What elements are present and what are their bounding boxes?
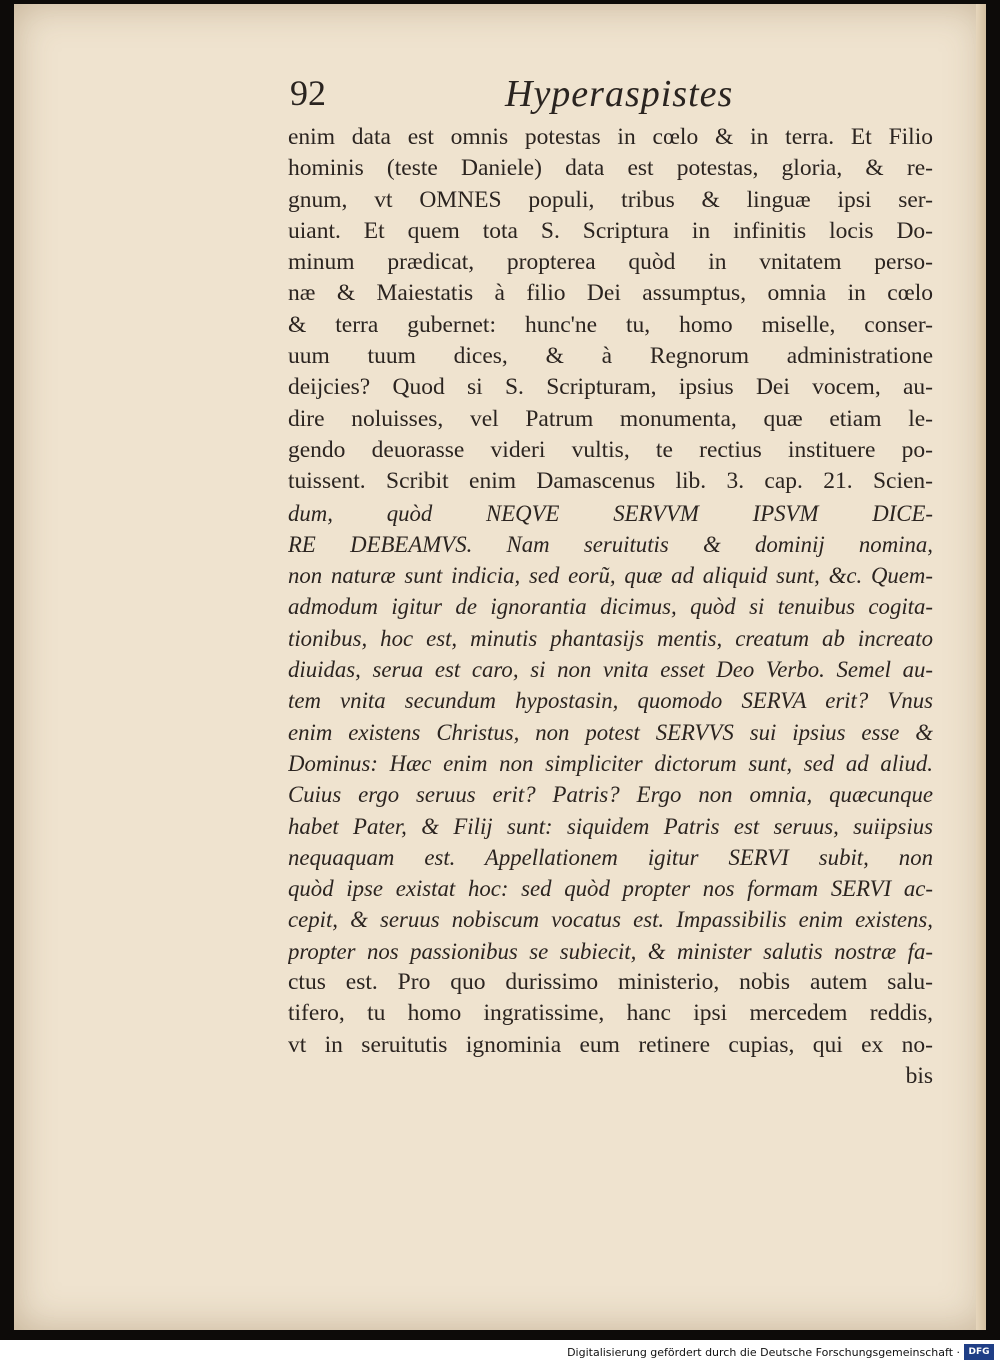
text-line: quòd ipse existat hoc: sed quòd propter nos formam SERVI ac-	[288, 876, 933, 902]
catchword: bis	[905, 1062, 933, 1089]
text-line: gnum, vt OMNES populi, tribus & linguæ ipsi ser-	[288, 186, 933, 213]
text-line: tuissent. Scribit enim Damascenus lib. 3. cap. 21. Scien-	[288, 468, 933, 495]
body-text	[288, 122, 933, 1092]
text-line: tifero, tu homo ingratissime, hanc ipsi mercedem reddis,	[288, 1000, 933, 1027]
text-line: enim data est omnis potestas in cœlo & in terra. Et Filio	[288, 124, 933, 150]
page-edge	[976, 4, 986, 1330]
text-line: enim existens Christus, non potest SERVVS sui ipsius esse &	[288, 719, 933, 745]
text-line: dire noluisses, vel Patrum monumenta, quæ etiam le-	[288, 405, 933, 432]
text-line: dum, quòd NEQVE SERVVM IPSVM DICE-	[288, 500, 933, 526]
text-line: minum prædicat, propterea quòd in vnitatem perso-	[288, 249, 933, 276]
text-line: uiant. Et quem tota S. Scriptura in infinitis locis Do-	[288, 217, 933, 244]
text-line: næ & Maiestatis à filio Dei assumptus, omnia in cœlo	[288, 280, 933, 307]
text-line: vt in seruitutis ignominia eum retinere cupias, qui ex no-	[288, 1031, 933, 1058]
text-line: propter nos passionibus se subiecit, & minister salutis nostræ fa-	[288, 938, 933, 964]
text-line: gendo deuorasse videri vultis, te rectius instituere po-	[288, 436, 933, 463]
text-line: tem vnita secundum hypostasin, quomodo SERVA erit? Vnus	[288, 688, 933, 714]
text-line: Dominus: Hæc enim non simpliciter dictorum sunt, sed ad aliud.	[288, 750, 933, 776]
text-line: non naturæ sunt indicia, sed eorũ, quæ ad aliquid sunt, &c. Quem-	[288, 563, 933, 589]
text-line: diuidas, serua est caro, si non vnita esset Deo Verbo. Semel au-	[288, 657, 933, 683]
text-line: habet Pater, & Filij sunt: siquidem Patris est seruus, suiipsius	[288, 813, 933, 839]
dfg-logo-icon: DFG	[964, 1344, 994, 1360]
text-line: tionibus, hoc est, minutis phantasijs mentis, creatum ab increato	[288, 625, 933, 651]
footer-bar	[0, 1340, 1000, 1366]
page-number: 92	[290, 73, 326, 113]
running-title: Hyperaspistes	[505, 73, 734, 115]
text-line: Cuius ergo seruus erit? Patris? Ergo non omnia, quæcunque	[288, 782, 933, 808]
text-line: deijcies? Quod si S. Scripturam, ipsius Dei vocem, au-	[288, 374, 933, 401]
text-line: hominis (teste Daniele) data est potestas, gloria, & re-	[288, 155, 933, 182]
text-line: admodum igitur de ignorantia dicimus, quòd si tenuibus cogita-	[288, 594, 933, 620]
text-line: cepit, & seruus nobiscum vocatus est. Impassibilis enim existens,	[288, 907, 933, 933]
text-line: & terra gubernet: hunc'ne tu, homo misellе, conser-	[288, 311, 933, 338]
running-head	[280, 72, 940, 122]
text-line: ctus est. Pro quo durissimo ministerio, nobis autem salu-	[288, 969, 933, 996]
text-line: uum tuum dices, & à Regnorum administratione	[288, 343, 933, 370]
text-line: nequaquam est. Appellationem igitur SERVI subit, non	[288, 844, 933, 870]
text-line: RE DEBEAMVS. Nam seruitutis & dominij nomina,	[288, 531, 933, 557]
funding-credit: Digitalisierung gefördert durch die Deutsche Forschungsgemeinschaft ·	[567, 1346, 960, 1359]
